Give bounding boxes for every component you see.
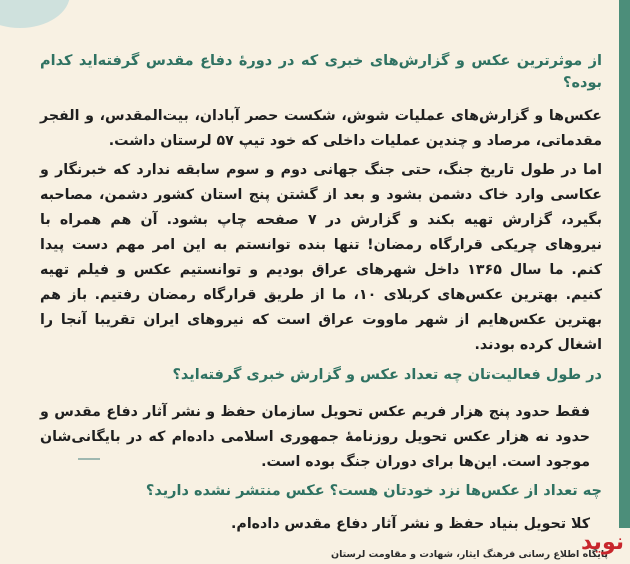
site-logo [564,530,624,562]
logo-text: نوید [580,530,624,555]
interview-text [40,42,602,532]
corner-decoration [0,0,70,28]
answer-1-continued: اما در طول تاریخ جنگ، حتی جنگ جهانی دوم و سوم سابقه ندارد که خبرنگار و عکاسی وارد خاک دشمن بشود و بعد از گشتن پنج استان کشور دشمن، مصاحبه بگیرد، گزارش تهیه بکند و گزارش در ۷ صفحه چاپ بشود. آن هم همراه با نیروهای چریکی قرارگاه رمضان! تنها بنده توانستم به این امر مهم دست پیدا کنم. ما سال ۱۳۶۵ داخل شهرهای عراق بودیم و توانستیم عکس و فیلم تهیه کنیم. بهترین عکس‌های کربلای ۱۰، ما از طریق قرارگاه رمضان رفتیم. باز هم بهترین عکس‌هایم از شهر ماووت عراق است که نیروهای ایران تقریبا آنجا را اشغال کرده بودند. [40,162,602,353]
answer-3: کلا تحویل بنیاد حفظ و نشر آثار دفاع مقدس داده‌ام. [231,516,590,532]
question-2: در طول فعالیت‌تان چه تعداد عکس و گزارش خبری گرفته‌اید؟ [172,367,602,383]
section-divider [78,458,100,460]
question-3: چه تعداد از عکس‌ها نزد خودتان هست؟ عکس منتشر نشده دارید؟ [145,483,602,499]
answer-1: عکس‌ها و گزارش‌های عملیات شوش، شکست حصر آبادان، بیت‌المقدس، و الفجر مقدماتی، مرصاد و چندین عملیات داخلی که خود تیپ ۵۷ لرستان داشت. [40,108,602,149]
question-1: از موثرترین عکس و گزارش‌های خبری که در دورۀ دفاع مقدس گرفته‌اید کدام بوده؟ [40,53,602,91]
answer-2: فقط حدود پنج هزار فریم عکس تحویل سازمان حفظ و نشر آثار دفاع مقدس و حدود نه هزار عکس تحویل روزنامۀ جمهوری اسلامی داده‌ام که در بایگانی‌شان موجود است. این‌ها برای دوران جنگ بوده است. [40,404,590,470]
footer-site-name: پایگاه اطلاع رسانی فرهنگ ایثار، شهادت و مقاومت لرستان [330,549,608,560]
side-accent-bar [619,0,630,528]
